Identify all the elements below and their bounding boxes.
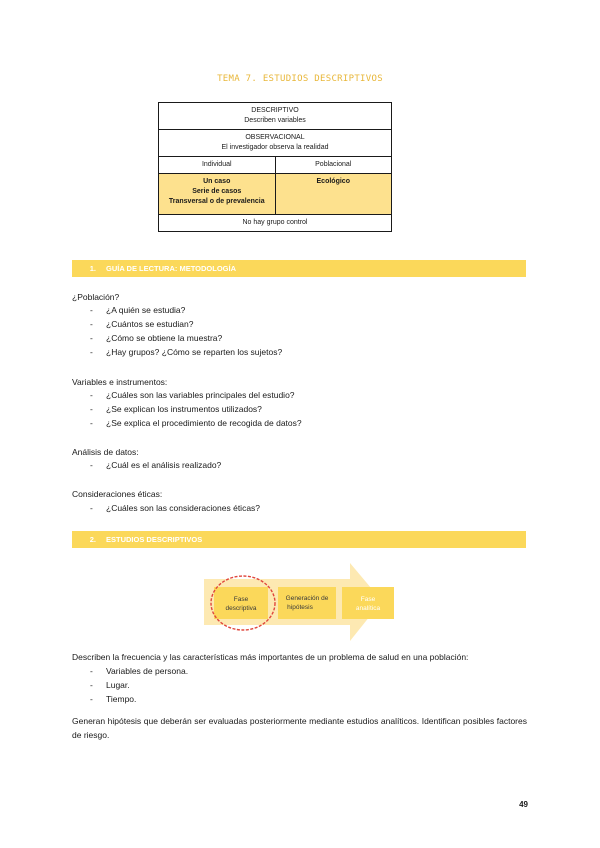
no-control-group-cell: No hay grupo control: [159, 215, 392, 232]
phase-box-analitica: [342, 587, 394, 619]
section-2-number: 2.: [89, 535, 96, 544]
analisis-heading: Análisis de datos:: [72, 447, 139, 457]
list-item: - ¿Cuál es el análisis realizado?: [72, 458, 221, 472]
descriptivo-cell: [159, 103, 392, 130]
individual-header: Individual: [159, 157, 276, 174]
phase-box-hipotesis: [278, 587, 336, 619]
list-item: - ¿Cuáles son las consideraciones éticas?: [72, 501, 260, 515]
list-item: - ¿Hay grupos? ¿Cómo se reparten los sujetos?: [72, 345, 282, 359]
section-1-number: 1.: [89, 264, 96, 273]
box2-line1: Generación de: [285, 595, 329, 602]
list-item: - Variables de persona.: [72, 664, 188, 678]
descriptive-closing: Generan hipótesis que deberán ser evaluadas posteriormente mediante estudios analíticos. Identifican posibles factores de riesgo.: [72, 716, 527, 740]
box3-line2: analítica: [355, 605, 381, 612]
eticas-heading: Consideraciones éticas:: [72, 489, 163, 499]
observacional-label: OBSERVACIONAL: [245, 134, 305, 141]
list-item: - ¿Se explican los instrumentos utilizados?: [72, 402, 302, 416]
descriptivo-label: DESCRIPTIVO: [251, 107, 299, 114]
section-2-header: [72, 531, 526, 548]
box1-line2: descriptiva: [225, 605, 257, 612]
box3-line1: Fase: [360, 596, 376, 603]
poblacion-heading: ¿Población?: [72, 292, 120, 302]
page-title: TEMA 7. ESTUDIOS DESCRIPTIVOS: [217, 74, 383, 84]
classification-table: [158, 102, 392, 232]
eticas-list: [72, 501, 260, 515]
poblacional-type-cell: [275, 174, 392, 215]
type-un-caso: Un caso: [203, 178, 231, 185]
descriptivo-desc: Describen variables: [244, 117, 306, 124]
poblacion-list: [72, 303, 282, 359]
poblacional-header: Poblacional: [275, 157, 392, 174]
list-item: - ¿Se explica el procedimiento de recogida de datos?: [72, 416, 302, 430]
list-item: - ¿A quién se estudia?: [72, 303, 282, 317]
observacional-cell: [159, 130, 392, 157]
analisis-list: [72, 458, 221, 472]
list-item: - Lugar.: [72, 678, 188, 692]
individual-types-cell: [159, 174, 276, 215]
list-item: - Tiempo.: [72, 692, 188, 706]
list-item: - ¿Cómo se obtiene la muestra?: [72, 331, 282, 345]
box1-line1: Fase: [233, 596, 249, 603]
observacional-desc: El investigador observa la realidad: [221, 144, 329, 151]
page-number: 49: [519, 800, 528, 809]
descriptive-intro: Describen la frecuencia y las características más importantes de un problema de salud en una población:: [72, 652, 469, 662]
descriptive-variables-list: [72, 664, 188, 706]
section-1-header: [72, 260, 526, 277]
research-phases-diagram: [204, 563, 404, 645]
list-item: - ¿Cuántos se estudian?: [72, 317, 282, 331]
variables-list: [72, 388, 302, 430]
variables-heading: Variables e instrumentos:: [72, 377, 168, 387]
box2-line2: hipótesis: [287, 604, 313, 611]
type-ecologico: Ecológico: [316, 178, 350, 185]
type-serie-casos: Serie de casos: [192, 188, 242, 195]
phase-box-descriptiva: [214, 587, 268, 619]
section-1-title: GUÍA DE LECTURA: METODOLOGÍA: [106, 264, 236, 273]
list-item: - ¿Cuáles son las variables principales del estudio?: [72, 388, 302, 402]
section-2-title: ESTUDIOS DESCRIPTIVOS: [106, 535, 203, 544]
type-transversal: Transversal o de prevalencia: [168, 198, 265, 205]
